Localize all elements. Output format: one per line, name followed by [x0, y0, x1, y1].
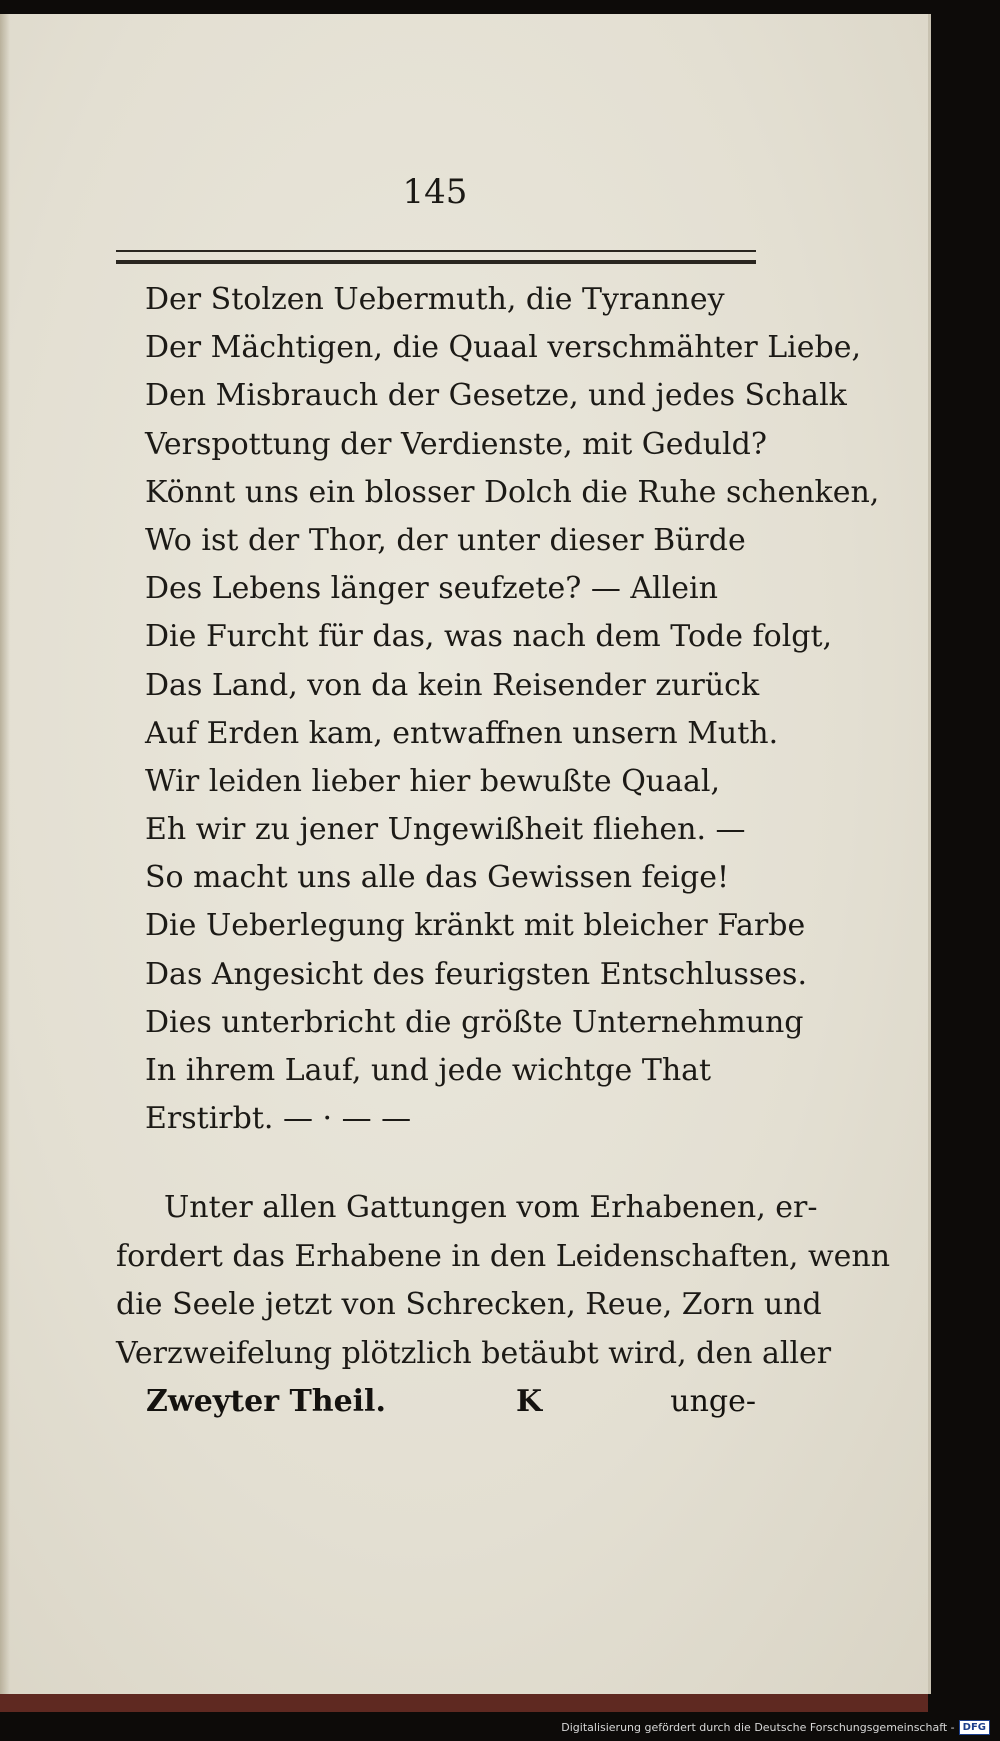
verse-line: Wo ist der Thor, der unter dieser Bürde [145, 522, 746, 558]
verse-line: Die Ueberlegung kränkt mit bleicher Farbe [145, 908, 806, 944]
digitization-credit [561, 1720, 990, 1735]
prose-line: fordert das Erhabene in den Leidenschaften, wenn [116, 1238, 891, 1274]
verse-line: Der Mächtigen, die Quaal verschmähter Liebe, [145, 330, 861, 366]
verse-line: Des Lebens länger seufzete? — Allein [145, 571, 718, 607]
verse-line: Wir leiden lieber hier bewußte Quaal, [145, 763, 721, 799]
scan-edge-strip [0, 1694, 928, 1712]
verse-line: So macht uns alle das Gewissen feige! [145, 860, 730, 896]
verse-line: In ihrem Lauf, und jede wichtge That [145, 1053, 712, 1088]
prose-paragraph [116, 1184, 891, 1378]
verse-line: Eh wir zu jener Ungewißheit fliehen. — [145, 812, 746, 848]
verse-line: Das Angesicht des feurigsten Entschlusses. [145, 956, 807, 992]
verse-line: Dies unterbricht die größte Unternehmung [145, 1004, 804, 1040]
prose-line: Unter allen Gattungen vom Erhabenen, er- [164, 1190, 818, 1225]
page-number: 145 [402, 172, 468, 212]
verse-line: Könnt uns ein blosser Dolch die Ruhe schenken, [145, 474, 880, 510]
prose-line: Verzweifelung plötzlich betäubt wird, den aller [116, 1335, 832, 1371]
book-page [0, 14, 931, 1694]
volume-signature: Zweyter Theil. [146, 1384, 386, 1419]
verse-line: Das Land, von da kein Reisender zurück [145, 667, 760, 703]
verse-line: Der Stolzen Uebermuth, die Tyranney [145, 282, 725, 317]
verse-line: Die Furcht für das, was nach dem Tode folgt, [145, 619, 833, 655]
dfg-logo-icon: DFG [959, 1720, 990, 1735]
catchword: unge- [670, 1384, 756, 1419]
verse-line: Den Misbrauch der Gesetze, und jedes Schalk [145, 378, 847, 414]
credit-text: Digitalisierung gefördert durch die Deutsche Forschungsgemeinschaft - [561, 1721, 955, 1734]
verse-line: Erstirbt. — · — — [145, 1101, 412, 1137]
page-footer [146, 1384, 756, 1432]
verse-line: Verspottung der Verdienste, mit Geduld? [145, 426, 767, 462]
header-rule [116, 250, 756, 264]
verse-block [145, 276, 880, 1143]
verse-line: Auf Erden kam, entwaffnen unsern Muth. [145, 715, 779, 751]
page-gutter-shadow [0, 14, 10, 1694]
prose-line: die Seele jetzt von Schrecken, Reue, Zorn und [116, 1287, 822, 1322]
sheet-mark: K [516, 1384, 543, 1419]
